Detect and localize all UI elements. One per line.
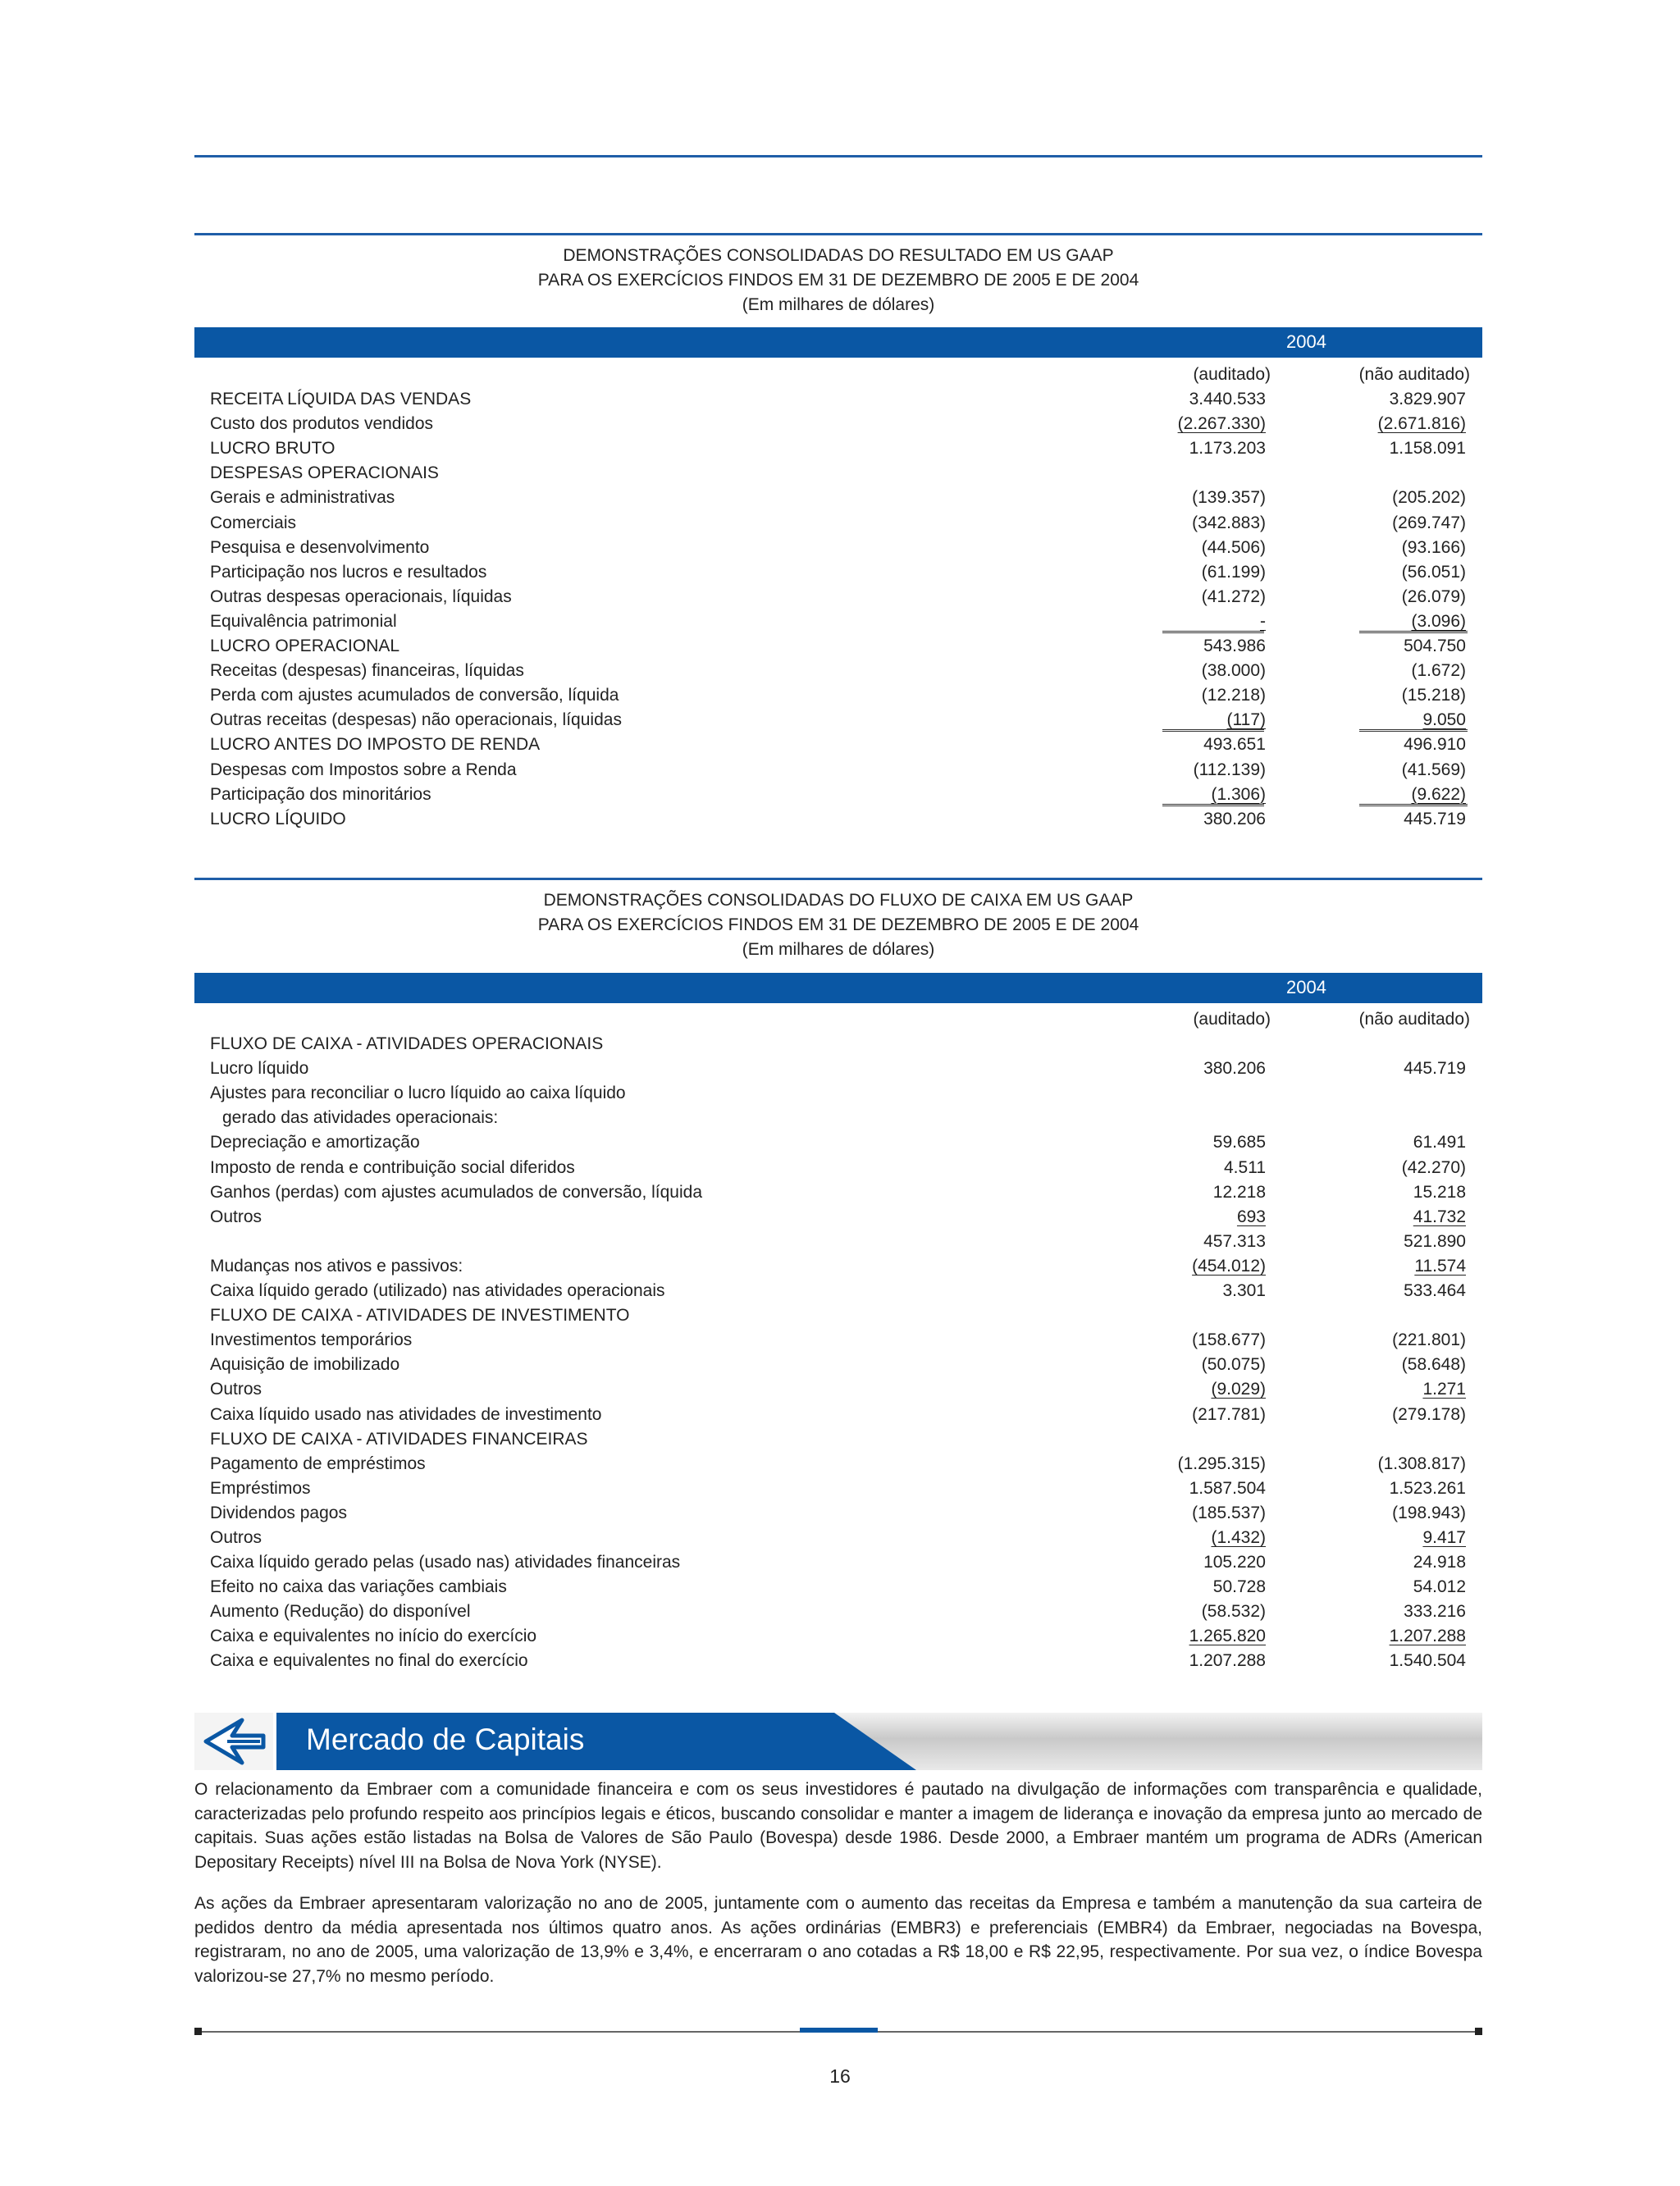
value-2005: (9.622) bbox=[1411, 784, 1466, 804]
table-row bbox=[194, 536, 1482, 560]
value-2004: (139.357) bbox=[1192, 488, 1266, 508]
footer-dot-right bbox=[1475, 2028, 1482, 2035]
value-2004: (auditado) bbox=[1193, 1010, 1271, 1029]
row-label: Aumento (Redução) do disponível bbox=[210, 1602, 471, 1622]
row-label: Pesquisa e desenvolvimento bbox=[210, 537, 430, 557]
row-label: Outras receitas (despesas) não operacionais, líquidas bbox=[210, 710, 622, 730]
value-2004: 457.313 bbox=[1203, 1231, 1266, 1251]
value-2004: 1.587.504 bbox=[1189, 1478, 1266, 1498]
table-row bbox=[194, 1353, 1482, 1377]
table-row bbox=[194, 1476, 1482, 1501]
row-label: Lucro líquido bbox=[210, 1059, 309, 1079]
value-2004: (1.432) bbox=[1211, 1527, 1266, 1547]
table-row bbox=[194, 634, 1482, 659]
row-label: Outras despesas operacionais, líquidas bbox=[210, 586, 512, 606]
value-2004: (454.012) bbox=[1192, 1256, 1266, 1276]
row-label: Caixa e equivalentes no início do exercício bbox=[210, 1627, 537, 1646]
table-row bbox=[194, 436, 1482, 461]
table-row bbox=[194, 387, 1482, 412]
table-row bbox=[194, 758, 1482, 783]
banner-icon-box bbox=[194, 1713, 276, 1770]
double-rule bbox=[1162, 729, 1264, 732]
value-2004: (1.295.315) bbox=[1177, 1454, 1266, 1473]
table-row bbox=[194, 1624, 1482, 1649]
value-2005: 15.218 bbox=[1413, 1182, 1466, 1202]
table-row bbox=[194, 1649, 1482, 1673]
value-2005: (93.166) bbox=[1401, 537, 1466, 557]
table-row bbox=[194, 1550, 1482, 1575]
table-row bbox=[194, 1452, 1482, 1476]
row-label: Efeito no caixa das variações cambiais bbox=[210, 1577, 507, 1597]
value-2005: 24.918 bbox=[1413, 1553, 1466, 1572]
row-label: Equivalência patrimonial bbox=[210, 611, 397, 631]
section-title: Mercado de Capitais bbox=[306, 1723, 585, 1756]
row-label: Caixa líquido gerado pelas (usado nas) atividades financeiras bbox=[210, 1553, 681, 1572]
row-label: LUCRO OPERACIONAL bbox=[210, 637, 400, 656]
table-row bbox=[194, 1600, 1482, 1624]
table-row bbox=[194, 1328, 1482, 1353]
double-rule bbox=[1162, 804, 1264, 806]
table-row bbox=[194, 1156, 1482, 1180]
row-label: LUCRO ANTES DO IMPOSTO DE RENDA bbox=[210, 735, 541, 755]
value-2005: (1.672) bbox=[1411, 661, 1466, 681]
table-row bbox=[194, 412, 1482, 436]
value-2004: 105.220 bbox=[1203, 1553, 1266, 1572]
value-2005: 1.158.091 bbox=[1389, 439, 1466, 459]
value-2005: 1.523.261 bbox=[1389, 1478, 1466, 1498]
row-label: LUCRO BRUTO bbox=[210, 439, 336, 459]
value-2004: (185.537) bbox=[1192, 1503, 1266, 1522]
value-2004: 1.173.203 bbox=[1189, 439, 1266, 459]
value-2004: 1.265.820 bbox=[1189, 1627, 1266, 1646]
value-2005: 1.540.504 bbox=[1389, 1651, 1466, 1671]
value-2005: 3.829.907 bbox=[1389, 390, 1466, 409]
table-row bbox=[194, 1427, 1482, 1452]
table-row bbox=[194, 609, 1482, 634]
value-2005: 9.050 bbox=[1422, 710, 1466, 730]
row-label: Perda com ajustes acumulados de conversão, líquida bbox=[210, 686, 619, 705]
row-label: Aquisição de imobilizado bbox=[210, 1355, 400, 1375]
row-label: gerado das atividades operacionais: bbox=[222, 1108, 499, 1128]
value-2004: (auditado) bbox=[1193, 365, 1271, 384]
table-row bbox=[194, 363, 1482, 387]
row-label: Dividendos pagos bbox=[210, 1503, 347, 1522]
value-2004: 12.218 bbox=[1212, 1182, 1266, 1202]
value-2004: 3.301 bbox=[1222, 1281, 1266, 1301]
value-2004: (342.883) bbox=[1192, 513, 1266, 532]
income-year-2005: 2005 bbox=[1485, 331, 1525, 352]
value-2005: 41.732 bbox=[1413, 1207, 1466, 1226]
value-2005: (1.308.817) bbox=[1377, 1454, 1466, 1473]
income-year-2004: 2004 bbox=[1286, 331, 1326, 352]
section-banner bbox=[194, 1713, 1482, 1770]
table-row bbox=[194, 783, 1482, 807]
row-label: RECEITA LÍQUIDA DAS VENDAS bbox=[210, 390, 472, 409]
table-row bbox=[194, 486, 1482, 510]
value-2005: 521.890 bbox=[1404, 1231, 1466, 1251]
row-label: Custo dos produtos vendidos bbox=[210, 414, 434, 434]
table-row bbox=[194, 659, 1482, 683]
table-row bbox=[194, 1575, 1482, 1600]
cashflow-year-header bbox=[194, 973, 1525, 1003]
double-rule bbox=[1162, 631, 1264, 633]
value-2005: 445.719 bbox=[1404, 1059, 1466, 1079]
value-2004: (38.000) bbox=[1201, 661, 1266, 681]
footer-dot-left bbox=[194, 2028, 202, 2035]
value-2004: (61.199) bbox=[1201, 562, 1266, 582]
value-2005: 11.574 bbox=[1414, 1256, 1466, 1276]
value-2005: (15.218) bbox=[1401, 686, 1466, 705]
value-2005: 9.417 bbox=[1422, 1527, 1466, 1547]
cashflow-year-2004: 2004 bbox=[1286, 977, 1326, 997]
row-label: Caixa e equivalentes no final do exercício bbox=[210, 1651, 528, 1671]
footer-accent bbox=[800, 2028, 878, 2033]
row-label: FLUXO DE CAIXA - ATIVIDADES OPERACIONAIS bbox=[210, 1034, 604, 1054]
income-title bbox=[194, 244, 1482, 317]
value-2004: (58.532) bbox=[1201, 1602, 1266, 1622]
row-label: FLUXO DE CAIXA - ATIVIDADES FINANCEIRAS bbox=[210, 1429, 588, 1449]
page-number: 16 bbox=[829, 2065, 851, 2087]
value-2004: 693 bbox=[1236, 1207, 1266, 1226]
value-2005: (58.648) bbox=[1401, 1355, 1466, 1375]
table-row bbox=[194, 1106, 1482, 1130]
value-2005: (221.801) bbox=[1392, 1330, 1466, 1350]
value-2005: (56.051) bbox=[1401, 562, 1466, 582]
table-row bbox=[194, 1303, 1482, 1328]
table-row bbox=[194, 1056, 1482, 1081]
row-label: Comerciais bbox=[210, 513, 297, 532]
row-label: Mudanças nos ativos e passivos: bbox=[210, 1256, 463, 1276]
value-2004: (12.218) bbox=[1201, 686, 1266, 705]
value-2004: 380.206 bbox=[1203, 809, 1266, 828]
table-row bbox=[194, 1403, 1482, 1427]
table-row bbox=[194, 732, 1482, 757]
value-2005: (26.079) bbox=[1401, 586, 1466, 606]
table-row bbox=[194, 560, 1482, 585]
value-2005: (269.747) bbox=[1392, 513, 1466, 532]
value-2005: 533.464 bbox=[1404, 1281, 1466, 1301]
row-label: Outros bbox=[210, 1380, 262, 1399]
value-2004: 3.440.533 bbox=[1189, 390, 1266, 409]
cashflow-title-line3: (Em milhares de dólares) bbox=[742, 940, 935, 959]
value-2004: (50.075) bbox=[1201, 1355, 1266, 1375]
double-rule bbox=[1359, 631, 1468, 633]
row-label: Outros bbox=[210, 1527, 262, 1547]
value-2005: 61.491 bbox=[1413, 1133, 1466, 1152]
table-row bbox=[194, 1205, 1482, 1230]
value-2005: 1.271 bbox=[1422, 1380, 1466, 1399]
table-row bbox=[194, 1279, 1482, 1303]
table-row bbox=[194, 1032, 1482, 1056]
row-label: Imposto de renda e contribuição social diferidos bbox=[210, 1157, 575, 1177]
paragraph-2: As ações da Embraer apresentaram valorização no ano de 2005, juntamente com o aumento das receitas da Empresa e também a manutenção da sua carteira de pedidos dentro da média apresentada nos últimos quatro anos. As ações ordinárias (EMBR3) e preferenciais (EMBR4) da Embraer, negociadas na Bovespa, registraram, no ano de 2005, uma valorização de 13,9% e 3,4%, e encerraram o ano cotadas a R$ 18,00 e R$ 22,95, respectivamente. Por sua vez, o índice Bovespa valorizou-se 27,7% no mesmo período. bbox=[194, 1894, 1482, 1986]
back-arrow-icon bbox=[194, 1713, 273, 1770]
value-2004: 380.206 bbox=[1203, 1059, 1266, 1079]
value-2005: (42.270) bbox=[1401, 1157, 1466, 1177]
income-top-rule bbox=[194, 233, 1482, 235]
table-row bbox=[194, 708, 1482, 732]
value-2004: (41.272) bbox=[1201, 586, 1266, 606]
value-2005: (279.178) bbox=[1392, 1404, 1466, 1424]
row-label: Participação dos minoritários bbox=[210, 784, 431, 804]
row-label: Investimentos temporários bbox=[210, 1330, 413, 1350]
value-2004: (1.306) bbox=[1211, 784, 1266, 804]
row-label: Empréstimos bbox=[210, 1478, 311, 1498]
table-row bbox=[194, 461, 1482, 486]
table-row bbox=[194, 1180, 1482, 1205]
row-label: Participação nos lucros e resultados bbox=[210, 562, 487, 582]
value-2004: 1.207.288 bbox=[1189, 1651, 1266, 1671]
value-2005: 496.910 bbox=[1404, 735, 1466, 755]
table-row bbox=[194, 1526, 1482, 1550]
value-2005: (41.569) bbox=[1401, 760, 1466, 779]
table-row bbox=[194, 683, 1482, 708]
value-2005: (198.943) bbox=[1392, 1503, 1466, 1522]
value-2005: (não auditado) bbox=[1358, 365, 1470, 384]
cashflow-year-2005: 2005 bbox=[1485, 977, 1525, 997]
cashflow-title-line2: PARA OS EXERCÍCIOS FINDOS EM 31 DE DEZEMBRO DE 2005 E DE 2004 bbox=[537, 915, 1139, 934]
value-2005: (2.671.816) bbox=[1377, 414, 1466, 434]
table-row bbox=[194, 1501, 1482, 1526]
table-row bbox=[194, 585, 1482, 609]
value-2004: 543.986 bbox=[1203, 637, 1266, 656]
value-2004: (217.781) bbox=[1192, 1404, 1266, 1424]
cashflow-top-rule bbox=[194, 878, 1482, 880]
income-title-line3: (Em milhares de dólares) bbox=[742, 295, 935, 314]
row-label: Gerais e administrativas bbox=[210, 488, 395, 508]
value-2005: 333.216 bbox=[1404, 1602, 1466, 1622]
row-label: Ajustes para reconciliar o lucro líquido ao caixa líquido bbox=[210, 1084, 626, 1103]
cashflow-table bbox=[194, 1007, 1482, 1674]
value-2004: 59.685 bbox=[1212, 1133, 1266, 1152]
value-2004: (112.139) bbox=[1193, 760, 1266, 779]
double-rule bbox=[1359, 804, 1468, 806]
value-2004: 4.511 bbox=[1224, 1157, 1266, 1177]
value-2004: (158.677) bbox=[1192, 1330, 1266, 1350]
value-2005: (205.202) bbox=[1392, 488, 1466, 508]
value-2005: 445.719 bbox=[1404, 809, 1466, 828]
income-title-line2: PARA OS EXERCÍCIOS FINDOS EM 31 DE DEZEMBRO DE 2005 E DE 2004 bbox=[537, 271, 1139, 290]
row-label: Caixa líquido gerado (utilizado) nas atividades operacionais bbox=[210, 1281, 665, 1301]
row-label: FLUXO DE CAIXA - ATIVIDADES DE INVESTIMENTO bbox=[210, 1306, 630, 1326]
row-label: Caixa líquido usado nas atividades de investimento bbox=[210, 1404, 602, 1424]
value-2005: 54.012 bbox=[1413, 1577, 1466, 1597]
table-row bbox=[194, 1007, 1482, 1032]
value-2004: 50.728 bbox=[1212, 1577, 1266, 1597]
cashflow-title bbox=[194, 888, 1482, 962]
row-label: Despesas com Impostos sobre a Renda bbox=[210, 760, 517, 779]
table-row bbox=[194, 511, 1482, 536]
table-row bbox=[194, 1230, 1482, 1254]
value-2004: (9.029) bbox=[1211, 1380, 1266, 1399]
value-2004: (44.506) bbox=[1201, 537, 1266, 557]
row-label: Pagamento de empréstimos bbox=[210, 1454, 426, 1473]
value-2005: (3.096) bbox=[1411, 611, 1466, 631]
double-rule bbox=[1359, 729, 1468, 732]
table-row bbox=[194, 1081, 1482, 1106]
row-label: LUCRO LÍQUIDO bbox=[210, 809, 346, 828]
value-2004: - bbox=[1260, 611, 1266, 631]
table-row bbox=[194, 1254, 1482, 1279]
row-label: Receitas (despesas) financeiras, líquidas bbox=[210, 661, 524, 681]
top-rule bbox=[194, 155, 1482, 157]
value-2004: (2.267.330) bbox=[1177, 414, 1266, 434]
table-row bbox=[194, 1377, 1482, 1402]
cashflow-title-line1: DEMONSTRAÇÕES CONSOLIDADAS DO FLUXO DE CAIXA EM US GAAP bbox=[543, 891, 1134, 910]
row-label: Ganhos (perdas) com ajustes acumulados de conversão, líquida bbox=[210, 1182, 702, 1202]
table-row bbox=[194, 807, 1482, 832]
value-2005: (não auditado) bbox=[1358, 1010, 1470, 1029]
income-table bbox=[194, 363, 1482, 832]
value-2004: 493.651 bbox=[1203, 735, 1266, 755]
value-2004: (117) bbox=[1226, 710, 1266, 730]
table-row bbox=[194, 1130, 1482, 1155]
income-title-line1: DEMONSTRAÇÕES CONSOLIDADAS DO RESULTADO EM US GAAP bbox=[563, 246, 1114, 265]
row-label: Outros bbox=[210, 1207, 262, 1226]
paragraph-1: O relacionamento da Embraer com a comunidade financeira e com os seus investidores é pautado na divulgação de informações com transparência e qualidade, caracterizadas pelo profundo respeito aos princípios legais e éticos, buscando consolidar e manter a imagem de liderança e inovação da empresa junto ao mercado de capitais. Suas ações estão listadas na Bolsa de Valores de São Paulo (Bovespa) desde 1986. Desde 2000, a Embraer mantém um programa de ADRs (American Depositary Receipts) nível III na Bolsa de Nova York (NYSE). bbox=[194, 1780, 1482, 1872]
value-2005: 504.750 bbox=[1404, 637, 1466, 656]
row-label: Depreciação e amortização bbox=[210, 1133, 420, 1152]
income-year-header bbox=[194, 327, 1525, 358]
value-2005: 1.207.288 bbox=[1389, 1627, 1466, 1646]
row-label: DESPESAS OPERACIONAIS bbox=[210, 463, 439, 483]
